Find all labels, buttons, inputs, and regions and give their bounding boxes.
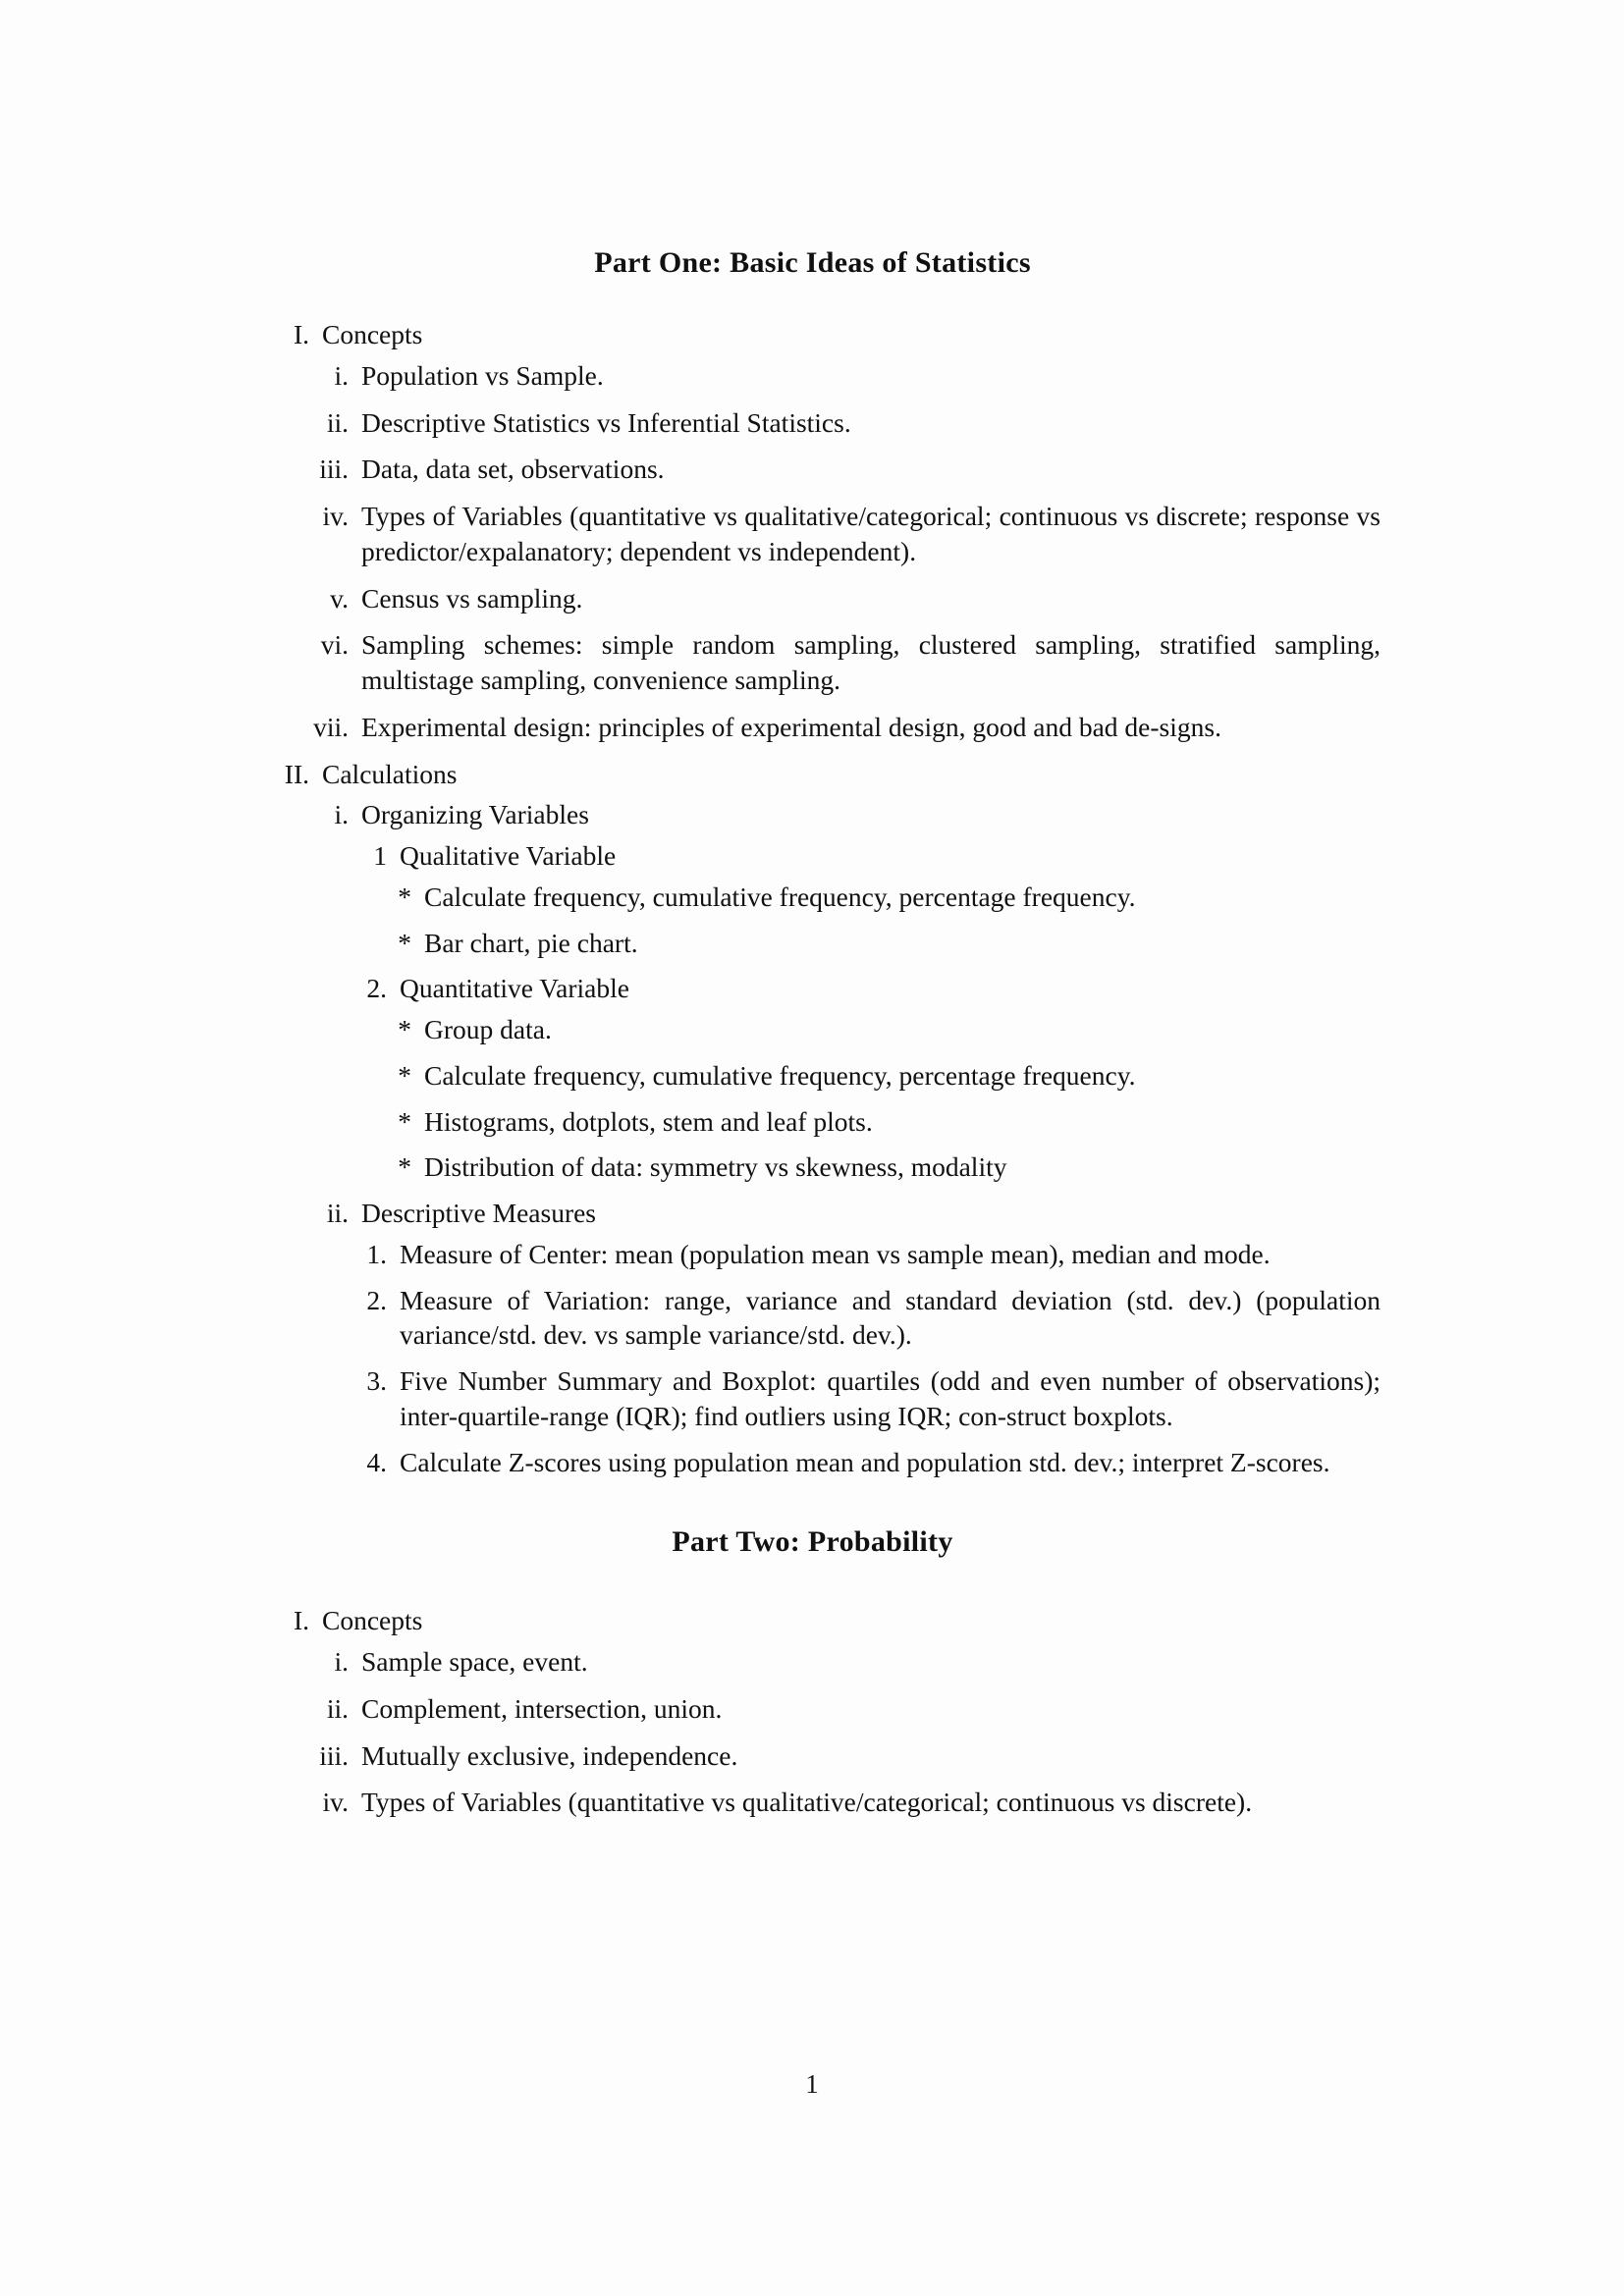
- list-item-text: Data, data set, observations.: [361, 454, 665, 485]
- asterisk-bullet-icon: *: [398, 1105, 411, 1137]
- list-item: [262, 627, 1380, 698]
- list-item-marker: vii.: [313, 711, 349, 742]
- list-item-marker: 1: [373, 840, 387, 871]
- list-item-marker: i.: [334, 799, 349, 830]
- list-item: [310, 1283, 1380, 1354]
- list-item: [310, 1237, 1380, 1272]
- list-item-marker: vi.: [320, 629, 349, 661]
- list-item-text: Types of Variables (quantitative vs qualitative/categorical; continuous vs discrete; response vs predictor/expalanatory; dependent vs independent).: [361, 501, 1380, 566]
- list-item-text: Group data.: [424, 1014, 552, 1044]
- list-item: [262, 1738, 1380, 1774]
- list-item-marker: 1.: [366, 1238, 387, 1269]
- list-item: [362, 1012, 1380, 1047]
- list-item-marker: 2.: [366, 973, 387, 1004]
- list-item: [362, 1149, 1380, 1185]
- section-title: Calculations: [322, 758, 458, 789]
- list-item: [262, 797, 1380, 832]
- list-item-marker: i.: [334, 359, 349, 391]
- section-heading-II: [262, 757, 1380, 792]
- list-item-text: Mutually exclusive, independence.: [361, 1739, 738, 1771]
- list-item-marker: 3.: [366, 1365, 387, 1396]
- list-item: [262, 405, 1380, 441]
- list-item-text: Five Number Summary and Boxplot: quartiles (odd and even number of observations); inter-quartile-range (IQR); find outliers using IQR; con-struct boxplots.: [400, 1365, 1380, 1431]
- list-item: [310, 1445, 1380, 1480]
- list-item-marker: iii.: [319, 1739, 349, 1771]
- list-item: [362, 926, 1380, 961]
- list-item-text: Sample space, event.: [361, 1646, 588, 1677]
- section-marker: II.: [284, 758, 309, 789]
- list-item: [262, 358, 1380, 394]
- list-item: [362, 1058, 1380, 1094]
- document-body: [244, 245, 1380, 1832]
- list-item-text: Types of Variables (quantitative vs qualitative/categorical; continuous vs discrete).: [361, 1787, 1253, 1818]
- list-item-text: Quantitative Variable: [400, 973, 629, 1004]
- list-item-marker: v.: [330, 582, 349, 614]
- list-item-text: Descriptive Measures: [361, 1198, 597, 1228]
- list-item-marker: i.: [334, 1646, 349, 1677]
- list-item: [262, 1785, 1380, 1820]
- list-item-text: Calculate frequency, cumulative frequency, percentage frequency.: [424, 881, 1136, 912]
- list-item-text: Distribution of data: symmetry vs skewness, modality: [424, 1151, 1007, 1183]
- list-item-marker: 2.: [366, 1284, 387, 1315]
- list-item: [310, 838, 1380, 874]
- section-heading-I-part-two: [262, 1603, 1380, 1638]
- list-item-marker: ii.: [326, 406, 349, 438]
- list-item: [262, 581, 1380, 616]
- list-item: [310, 1363, 1380, 1434]
- list-item-marker: ii.: [326, 1692, 349, 1724]
- list-item: [362, 1104, 1380, 1140]
- list-item: [262, 710, 1380, 745]
- list-item-text: Organizing Variables: [361, 799, 589, 830]
- list-item-text: Qualitative Variable: [400, 840, 617, 871]
- asterisk-bullet-icon: *: [398, 1151, 411, 1183]
- list-item-text: Histograms, dotplots, stem and leaf plots.: [424, 1105, 873, 1137]
- list-item: [262, 1691, 1380, 1727]
- part-one-heading: Part One: Basic Ideas of Statistics: [594, 246, 1031, 279]
- list-item: [262, 499, 1380, 569]
- section-heading-I: [262, 317, 1380, 352]
- list-item-text: Bar chart, pie chart.: [424, 927, 638, 958]
- list-item-marker: iv.: [322, 1787, 349, 1818]
- section-marker: I.: [293, 319, 309, 349]
- list-item-marker: iii.: [319, 454, 349, 485]
- list-item-text: Measure of Variation: range, variance and standard deviation (std. dev.) (population variance/std. dev. vs sample variance/std. dev.).: [400, 1284, 1380, 1351]
- list-item-text: Measure of Center: mean (population mean vs sample mean), median and mode.: [400, 1238, 1271, 1269]
- list-item-text: Calculate frequency, cumulative frequency, percentage frequency.: [424, 1059, 1136, 1091]
- part-two-heading: Part Two: Probability: [672, 1525, 953, 1559]
- list-item-text: Population vs Sample.: [361, 359, 604, 391]
- list-item-text: Census vs sampling.: [361, 582, 583, 614]
- list-item-text: Descriptive Statistics vs Inferential Statistics.: [361, 406, 851, 438]
- list-item-marker: iv.: [322, 501, 349, 531]
- list-item-text: Sampling schemes: simple random sampling, clustered sampling, stratified sampling, multistage sampling, convenience sampling.: [361, 629, 1380, 695]
- list-item: [362, 880, 1380, 915]
- list-item: [310, 971, 1380, 1006]
- section-title: Concepts: [322, 1605, 423, 1636]
- list-item-text: Calculate Z-scores using population mean and population std. dev.; interpret Z-scores.: [400, 1446, 1330, 1477]
- page-number: 1: [805, 2069, 819, 2099]
- list-item-text: Experimental design: principles of experimental design, good and bad de-signs.: [361, 711, 1221, 742]
- section-title: Concepts: [322, 319, 423, 349]
- asterisk-bullet-icon: *: [398, 927, 411, 958]
- list-item: [262, 452, 1380, 487]
- section-marker: I.: [293, 1605, 309, 1636]
- list-item-marker: ii.: [326, 1198, 349, 1228]
- list-item: [262, 1196, 1380, 1231]
- asterisk-bullet-icon: *: [398, 1014, 411, 1044]
- list-item-text: Complement, intersection, union.: [361, 1692, 723, 1724]
- asterisk-bullet-icon: *: [398, 881, 411, 912]
- list-item-marker: 4.: [366, 1446, 387, 1477]
- asterisk-bullet-icon: *: [398, 1059, 411, 1091]
- list-item: [262, 1644, 1380, 1680]
